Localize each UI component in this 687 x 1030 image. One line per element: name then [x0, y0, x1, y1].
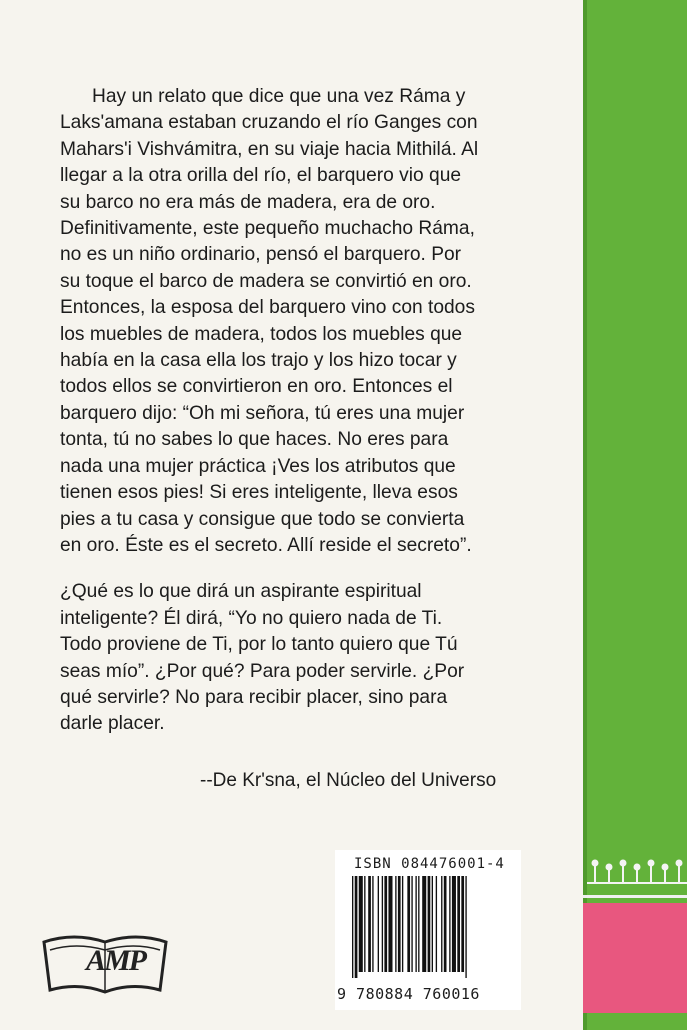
- barcode-icon: [350, 876, 510, 978]
- barcode-bar: [432, 876, 433, 972]
- text-line: pies a tu casa y consigue que todo se convierta: [60, 508, 465, 530]
- text-line: nada una mujer práctica ¡Ves los atributos que: [60, 455, 456, 477]
- text-line: darle placer.: [60, 713, 165, 735]
- barcode-bar: [441, 876, 442, 972]
- text-line: barquero dijo: “Oh mi señora, tú eres una mujer: [60, 402, 465, 424]
- story-paragraph: [60, 84, 520, 559]
- text-line: Definitivamente, este pequeño muchacho Ráma,: [60, 218, 475, 240]
- text-line: tienen esos pies! Si eres inteligente, lleva esos: [60, 482, 458, 504]
- barcode-bar: [384, 876, 387, 972]
- text-line: Mahars'i Vishvámitra, en su viaje hacia Mithilá. Al: [60, 138, 479, 160]
- barcode-bar: [378, 876, 379, 972]
- barcode-bar: [461, 876, 464, 972]
- barcode-digits: 9 780884 760016: [337, 985, 480, 1003]
- barcode-bar: [415, 876, 416, 972]
- barcode-bar: [395, 876, 396, 972]
- text-line: en oro. Éste es el secreto. Allí reside el secreto”.: [60, 534, 472, 556]
- barcode-bar: [422, 876, 426, 972]
- text-line: todos ellos se convirtieron en oro. Entonces el: [60, 376, 453, 398]
- text-line: seas mío”. ¿Por qué? Para poder servirle. ¿Por: [60, 660, 465, 682]
- dotted-ornament-icon: [587, 856, 687, 886]
- text-line: su toque el barco de madera se convirtió en oro.: [60, 270, 472, 292]
- barcode-bar: [465, 876, 466, 978]
- pink-block: [583, 903, 687, 1013]
- text-line: llegar a la otra orilla del río, el barquero vio que: [60, 165, 462, 187]
- text-line: su barco no era más de madera, era de oro.: [60, 191, 436, 213]
- text-line: inteligente? Él dirá, “Yo no quiero nada de Ti.: [60, 607, 443, 629]
- barcode-bar: [436, 876, 437, 972]
- barcode-bar: [372, 876, 373, 972]
- text-line: Todo proviene de Ti, por lo tanto quiero que Tú: [60, 634, 458, 656]
- barcode-bar: [457, 876, 460, 972]
- text-line: los muebles de madera, todos los muebles que: [60, 323, 463, 345]
- text-line: ¿Qué es lo que dirá un aspirante espiritual: [60, 581, 422, 603]
- barcode-bar: [449, 876, 450, 972]
- barcode-bar: [411, 876, 412, 972]
- barcode-bar: [359, 876, 363, 972]
- stripe-divider: [583, 895, 687, 898]
- text-line: Hay un relato que dice que una vez Ráma y: [92, 86, 466, 107]
- green-side-stripe: [583, 0, 687, 1030]
- text-line: tonta, tú no sabes lo que haces. No eres para: [60, 429, 449, 451]
- barcode-bar: [452, 876, 456, 972]
- reflection-paragraph: [60, 579, 520, 737]
- isbn-label: ISBN 084476001-4: [354, 856, 505, 872]
- text-line: no es un niño ordinario, pensó el barquero. Por: [60, 244, 462, 266]
- barcode-bar: [352, 876, 353, 978]
- text-line: Entonces, la esposa del barquero vino con todos: [60, 297, 475, 319]
- barcode-bar: [428, 876, 431, 972]
- back-cover-text: [60, 84, 520, 738]
- publisher-logo-text: AMP: [86, 944, 146, 977]
- attribution-line: --De Kr'sna, el Núcleo del Universo: [200, 770, 497, 791]
- barcode-bar: [382, 876, 383, 972]
- text-line: qué servirle? No para recibir placer, sino para: [60, 686, 448, 708]
- barcode-bar: [398, 876, 401, 972]
- barcode-bar: [355, 876, 358, 978]
- text-line: Laks'amana estaban cruzando el río Ganges con: [60, 112, 478, 134]
- barcode-bar: [418, 876, 419, 972]
- barcode-bar: [364, 876, 365, 972]
- barcode-bar: [402, 876, 403, 972]
- text-line: había en la casa ella los trajo y los hizo tocar y: [60, 350, 457, 372]
- barcode-bar: [407, 876, 410, 972]
- barcode-bar: [368, 876, 371, 972]
- barcode-bar: [388, 876, 392, 972]
- barcode-bar: [444, 876, 447, 972]
